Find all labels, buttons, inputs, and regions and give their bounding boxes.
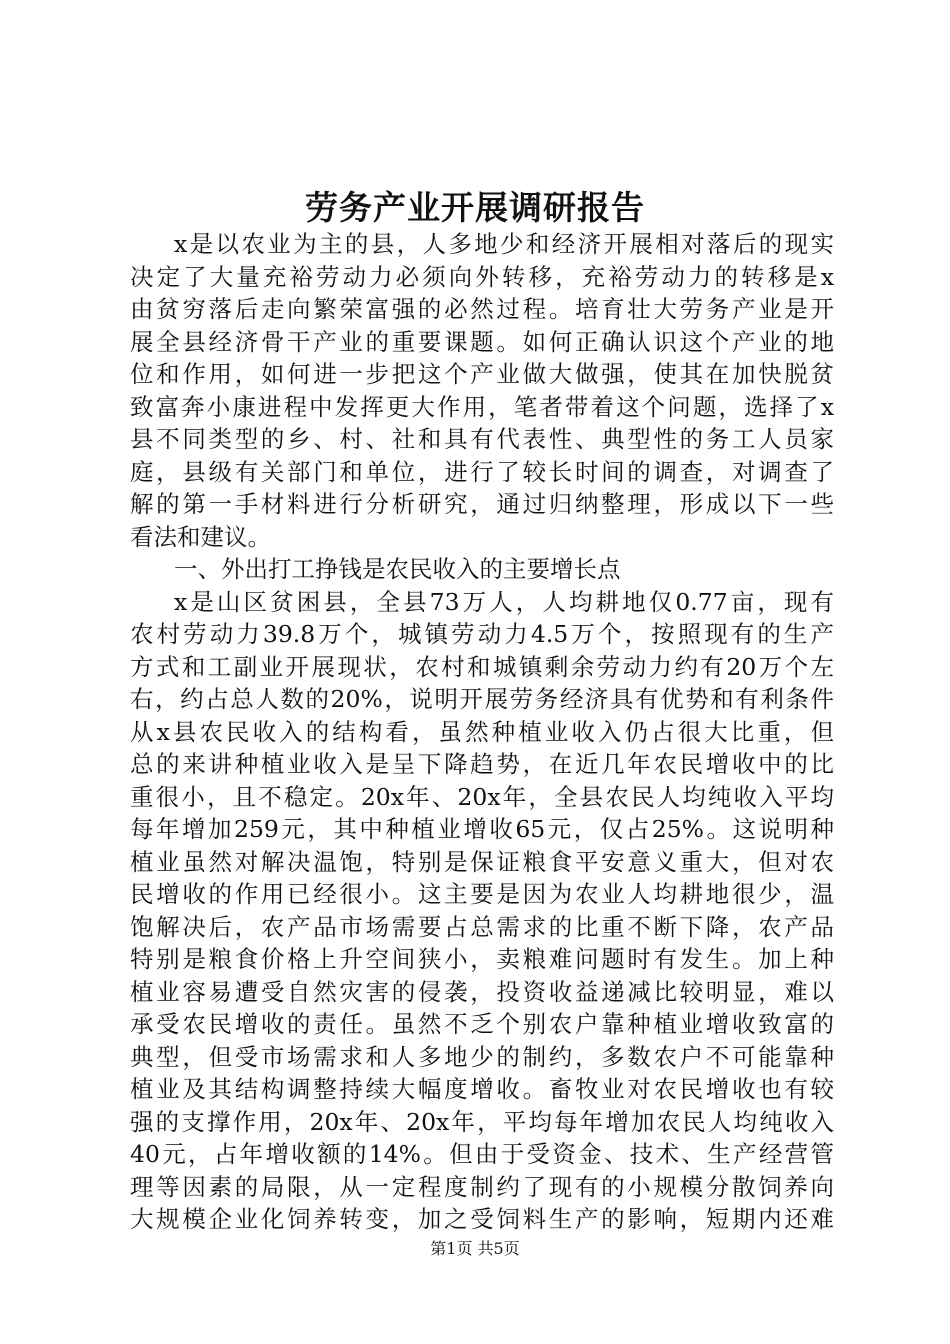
document-title: 劳务产业开展调研报告 bbox=[305, 188, 645, 227]
text-line: x是山区贫困县，全县73万人，人均耕地仅0.77亩，现有 bbox=[174, 587, 834, 616]
text-line: 特别是粮食价格上升空间狭小，卖粮难问题时有发生。加上种 bbox=[130, 945, 834, 973]
text-line: 决定了大量充裕劳动力必须向外转移，充裕劳动力的转移是x bbox=[130, 262, 834, 291]
text-line: 从x县农民收入的结构看，虽然种植业收入仍占很大比重，但 bbox=[130, 717, 834, 746]
text-line: 植业及其结构调整持续大幅度增收。畜牧业对农民增收也有较 bbox=[130, 1075, 834, 1103]
text-line: x是以农业为主的县，人多地少和经济开展相对落后的现实 bbox=[174, 230, 834, 258]
text-line: 县不同类型的乡、村、社和具有代表性、典型性的务工人员家 bbox=[130, 425, 834, 453]
text-line: 重很小，且不稳定。20x年、20x年，全县农民人均纯收入平均 bbox=[130, 782, 834, 811]
text-line: 40元，占年增收额的14%。但由于受资金、技术、生产经营管 bbox=[130, 1140, 834, 1168]
text-line: 植业虽然对解决温饱，特别是保证粮食平安意义重大，但对农 bbox=[130, 847, 834, 876]
text-line: 强的支撑作用，20x年、20x年，平均每年增加农民人均纯收入 bbox=[130, 1107, 834, 1136]
text-line: 由贫穷落后走向繁荣富强的必然过程。培育壮大劳务产业是开 bbox=[130, 295, 834, 323]
text-line: 理等因素的局限，从一定程度制约了现有的小规模分散饲养向 bbox=[130, 1172, 834, 1201]
text-line: 一、外出打工挣钱是农民收入的主要增长点 bbox=[174, 555, 621, 583]
text-line: 位和作用，如何进一步把这个产业做大做强，使其在加快脱贫 bbox=[130, 360, 834, 388]
text-line: 农村劳动力39.8万个，城镇劳动力4.5万个，按照现有的生产 bbox=[130, 620, 834, 648]
text-line: 民增收的作用已经很小。这主要是因为农业人均耕地很少，温 bbox=[130, 880, 834, 908]
text-line: 右，约占总人数的20%，说明开展劳务经济具有优势和有利条件 bbox=[130, 685, 834, 713]
document-body bbox=[130, 228, 834, 1236]
text-line: 饱解决后，农产品市场需要占总需求的比重不断下降，农产品 bbox=[130, 912, 834, 941]
text-line: 致富奔小康进程中发挥更大作用，笔者带着这个问题，选择了x bbox=[130, 392, 834, 421]
page-footer: 第1页 共5页 bbox=[430, 1239, 520, 1258]
text-line: 解的第一手材料进行分析研究，通过归纳整理，形成以下一些 bbox=[130, 490, 834, 518]
text-line: 庭，县级有关部门和单位，进行了较长时间的调查，对调查了 bbox=[130, 457, 834, 486]
text-line: 方式和工副业开展现状，农村和城镇剩余劳动力约有20万个左 bbox=[130, 652, 834, 681]
text-line: 典型，但受市场需求和人多地少的制约，多数农户不可能靠种 bbox=[130, 1042, 834, 1071]
text-line: 总的来讲种植业收入是呈下降趋势，在近几年农民增收中的比 bbox=[130, 750, 834, 778]
text-line: 大规模企业化饲养转变，加之受饲料生产的影响，短期内还难 bbox=[130, 1205, 834, 1233]
text-line: 植业容易遭受自然灾害的侵袭，投资收益递减比较明显，难以 bbox=[130, 977, 834, 1006]
text-line: 展全县经济骨干产业的重要课题。如何正确认识这个产业的地 bbox=[130, 327, 834, 356]
text-line: 看法和建议。 bbox=[130, 522, 271, 551]
text-line: 承受农民增收的责任。虽然不乏个别农户靠种植业增收致富的 bbox=[130, 1010, 834, 1038]
text-line: 每年增加259元，其中种植业增收65元，仅占25%。这说明种 bbox=[130, 815, 834, 843]
